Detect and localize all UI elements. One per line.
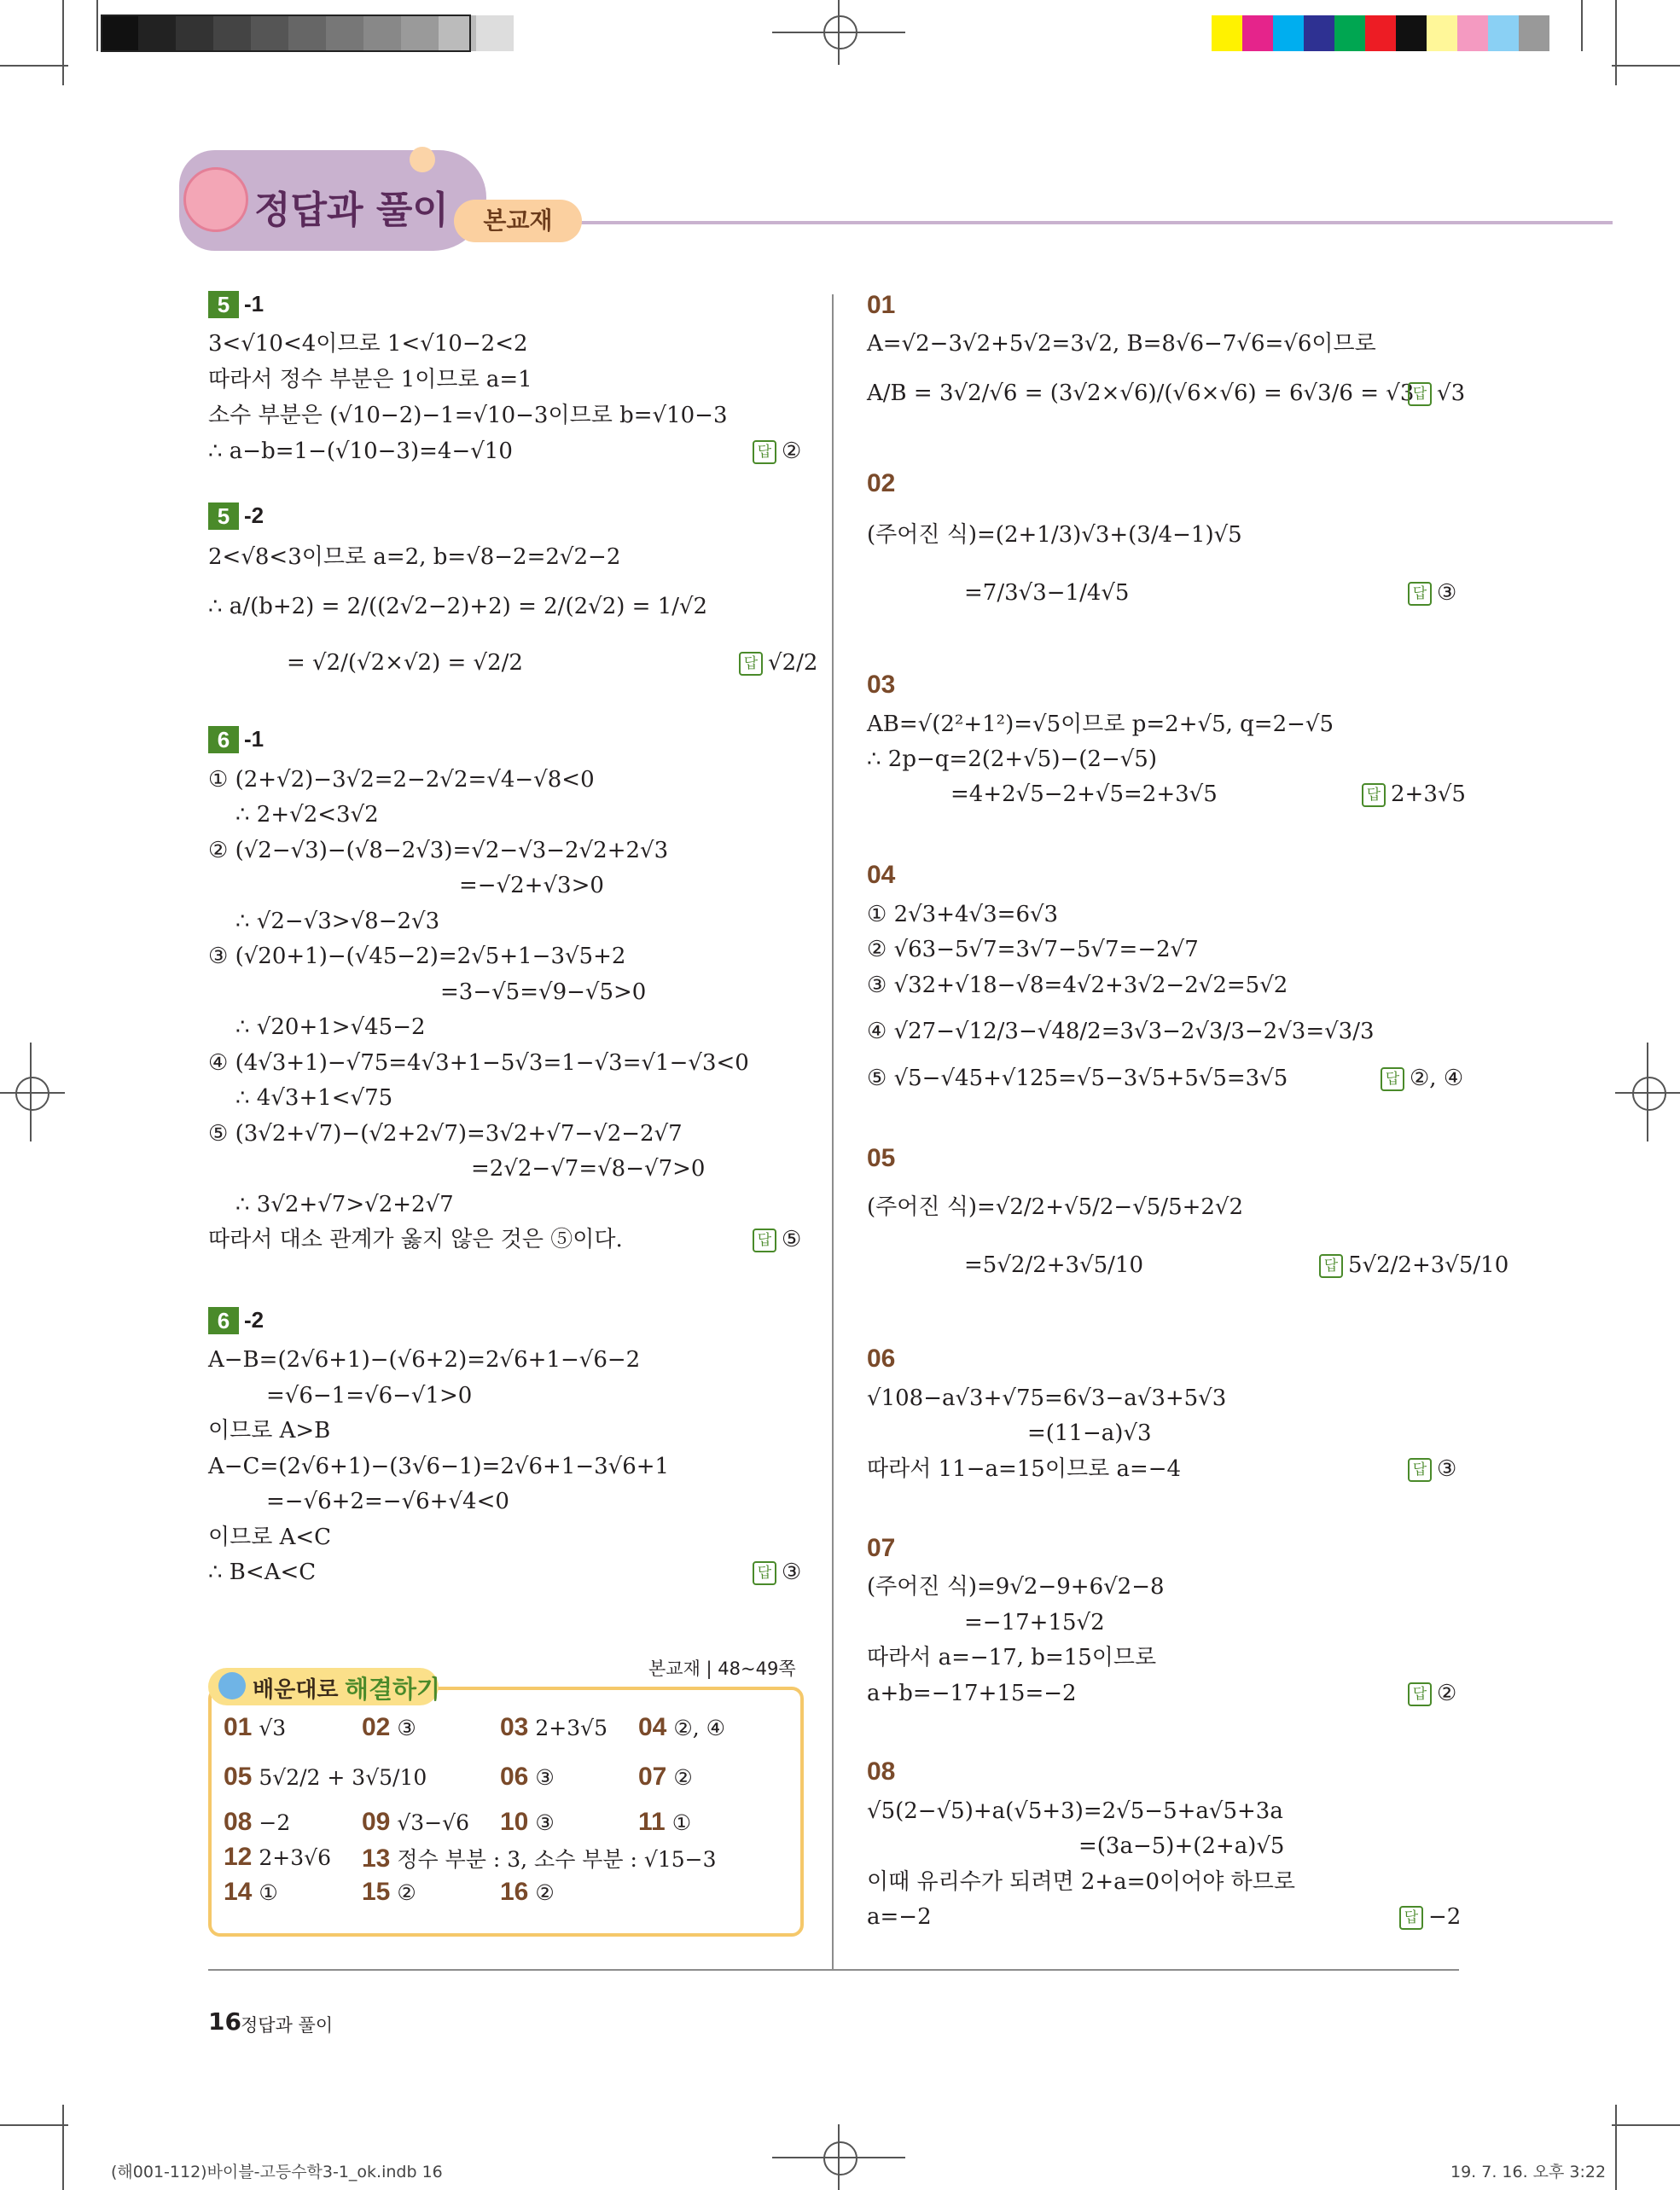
solution-line: A−C=(2√6+1)−(3√6−1)=2√6+1−3√6+1 <box>208 1454 670 1479</box>
solution-line: =7/3√3−1/4√5 <box>964 580 1130 606</box>
summary-item: 09 √3−√6 <box>362 1808 469 1836</box>
solution-line: A−B=(2√6+1)−(√6+2)=2√6+1−√6−2 <box>208 1347 641 1373</box>
solution-line: ④ √27−√12/3−√48/2=3√3−2√3/3−2√3=√3/3 <box>867 1019 1375 1044</box>
answer: 답 ③ <box>753 1558 801 1587</box>
solution-line: ∴ 4√3+1<√75 <box>235 1085 393 1111</box>
solution-line: =3−√5=√9−√5>0 <box>440 979 647 1005</box>
answer: 답 √2/2 <box>739 648 817 677</box>
solution-line: √5(2−√5)+a(√5+3)=2√5−5+a√5+3a <box>867 1798 1283 1824</box>
summary-item: 10 ③ <box>500 1808 555 1836</box>
solution-line: ④ (4√3+1)−√75=4√3+1−5√3=1−√3=√1−√3<0 <box>208 1050 749 1076</box>
summary-item: 16 ② <box>500 1878 555 1906</box>
file-info: (해001-112)바이블-고등수학3-1_ok.indb 16 <box>111 2163 443 2181</box>
question-number: 01 <box>867 291 896 319</box>
solution-line: A=√2−3√2+5√2=3√2, B=8√6−7√6=√6이므로 <box>867 331 1376 357</box>
solution-line: A/B = 3√2/√6 = (3√2×√6)/(√6×√6) = 6√3/6 = √3 <box>867 380 1415 406</box>
answer-tag-icon: 답 <box>1408 382 1432 406</box>
solution-line: ∴ 2p−q=2(2+√5)−(2−√5) <box>867 746 1157 772</box>
tab-main-textbook: 본교재 <box>454 200 582 242</box>
solution-line: ⑤ (3√2+√7)−(√2+2√7)=3√2+√7−√2−2√7 <box>208 1121 683 1147</box>
solution-line: = √2/(√2×√2) = √2/2 <box>287 650 523 676</box>
summary-item: 03 2+3√5 <box>500 1713 607 1741</box>
page-number: 16 <box>208 2007 241 2036</box>
solution-line: 이므로 A<C <box>208 1525 332 1550</box>
summary-item: 15 ② <box>362 1878 416 1906</box>
answer: 답 ② <box>753 437 801 466</box>
problem-sub: -1 <box>244 291 264 317</box>
solution-line: =−√2+√3>0 <box>459 873 604 898</box>
answer-tag-icon: 답 <box>753 1229 776 1252</box>
solution-line: =√6−1=√6−√1>0 <box>266 1383 473 1409</box>
solution-line: 따라서 a=−17, b=15이므로 <box>867 1645 1157 1670</box>
summary-item: 08 −2 <box>224 1808 291 1836</box>
question-number: 06 <box>867 1345 896 1373</box>
solution-line: (주어진 식)=(2+1/3)√3+(3/4−1)√5 <box>867 522 1242 548</box>
solution-line: 2<√8<3이므로 a=2, b=√8−2=2√2−2 <box>208 544 621 570</box>
solution-line: ∴ B<A<C <box>208 1560 317 1585</box>
solution-line: a+b=−17+15=−2 <box>867 1681 1077 1706</box>
problem-badge: 5 <box>208 291 239 318</box>
summary-item: 05 5√2/2 + 3√5/10 <box>224 1763 427 1791</box>
page-label: 정답과 풀이 <box>241 2015 334 2036</box>
answer: 답 ⑤ <box>753 1225 801 1254</box>
summary-item: 13 정수 부분 : 3, 소수 부분 : √15−3 <box>362 1844 717 1873</box>
answer-tag-icon: 답 <box>1381 1067 1404 1091</box>
solution-line: =−√6+2=−√6+√4<0 <box>266 1489 509 1514</box>
solution-line: ∴ a/(b+2) = 2/((2√2−2)+2) = 2/(2√2) = 1/√2 <box>208 594 708 619</box>
answer: 답 ③ <box>1408 1455 1456 1484</box>
problem-sub: -2 <box>244 1307 264 1333</box>
answer: 답 ②, ④ <box>1381 1064 1463 1093</box>
question-number: 03 <box>867 671 896 699</box>
answer: 답 ② <box>1408 1679 1456 1708</box>
whale-icon <box>218 1672 246 1699</box>
answer-tag-icon: 답 <box>753 440 776 464</box>
summary-item: 07 ② <box>638 1763 693 1791</box>
solution-line: ③ (√20+1)−(√45−2)=2√5+1−3√5+2 <box>208 944 626 969</box>
answer-tag-icon: 답 <box>1408 1458 1432 1482</box>
column-divider <box>832 294 834 1971</box>
mascot-icon <box>183 167 248 232</box>
problem-badge: 6 <box>208 1307 239 1334</box>
answer-tag-icon: 답 <box>739 652 763 676</box>
answer-tag-icon: 답 <box>1362 783 1386 807</box>
summary-item: 11 ① <box>638 1808 692 1836</box>
summary-item: 14 ① <box>224 1878 278 1906</box>
answer-tag-icon: 답 <box>1408 1682 1432 1706</box>
solution-line: ② √63−5√7=3√7−5√7=−2√7 <box>867 937 1199 962</box>
solution-line: 3<√10<4이므로 1<√10−2<2 <box>208 331 528 357</box>
textbook-page-ref: 본교재 | 48~49쪽 <box>648 1658 796 1679</box>
question-number: 08 <box>867 1757 896 1786</box>
summary-item: 04 ②, ④ <box>638 1713 726 1741</box>
answer: 답 ③ <box>1408 578 1456 607</box>
solution-line: (주어진 식)=9√2−9+6√2−8 <box>867 1574 1165 1600</box>
question-number: 04 <box>867 861 896 889</box>
solution-line: a=−2 <box>867 1904 932 1930</box>
solution-line: 따라서 정수 부분은 1이므로 a=1 <box>208 367 532 392</box>
answer-tag-icon: 답 <box>753 1561 776 1585</box>
question-number: 07 <box>867 1534 896 1562</box>
answer: 답 2+3√5 <box>1362 780 1466 809</box>
answer-tag-icon: 답 <box>1408 582 1432 606</box>
solution-line: 따라서 대소 관계가 옳지 않은 것은 ⑤이다. <box>208 1227 623 1252</box>
solution-line: =(11−a)√3 <box>1027 1420 1152 1446</box>
solution-line: 따라서 11−a=15이므로 a=−4 <box>867 1456 1182 1482</box>
solution-line: ① 2√3+4√3=6√3 <box>867 902 1059 927</box>
solution-line: ① (2+√2)−3√2=2−2√2=√4−√8<0 <box>208 767 595 793</box>
footer-rule <box>208 1969 1459 1971</box>
solution-line: ⑤ √5−√45+√125=√5−3√5+5√5=3√5 <box>867 1066 1288 1091</box>
solution-line: ∴ 3√2+√7>√2+2√7 <box>235 1192 454 1217</box>
question-number: 05 <box>867 1144 896 1172</box>
answer: 답 5√2/2+3√5/10 <box>1319 1251 1509 1280</box>
summary-title-a: 배운대로 <box>253 1677 339 1703</box>
problem-sub: -1 <box>244 726 264 752</box>
solution-line: =2√2−√7=√8−√7>0 <box>471 1156 706 1182</box>
summary-item: 06 ③ <box>500 1763 555 1791</box>
solution-line: =(3a−5)+(2+a)√5 <box>1078 1833 1285 1859</box>
solution-line: ∴ 2+√2<3√2 <box>235 802 379 828</box>
solution-line: AB=√(2²+1²)=√5이므로 p=2+√5, q=2−√5 <box>867 712 1334 737</box>
solution-line: ∴ √20+1>√45−2 <box>235 1014 426 1040</box>
solution-line: (주어진 식)=√2/2+√5/2−√5/5+2√2 <box>867 1194 1244 1220</box>
solution-line: 소수 부분은 (√10−2)−1=√10−3이므로 b=√10−3 <box>208 403 728 428</box>
answer: 답 √3 <box>1408 379 1465 408</box>
problem-sub: -2 <box>244 502 264 528</box>
solution-line: =4+2√5−2+√5=2+3√5 <box>950 781 1218 807</box>
solution-line: √108−a√3+√75=6√3−a√3+5√3 <box>867 1385 1227 1411</box>
answer-tag-icon: 답 <box>1319 1254 1343 1278</box>
answer: 답 −2 <box>1399 1902 1461 1931</box>
summary-title-b: 해결하기 <box>345 1675 441 1704</box>
solution-line: ∴ √2−√3>√8−2√3 <box>235 909 440 934</box>
solution-line: =5√2/2+3√5/10 <box>964 1252 1144 1278</box>
question-number: 02 <box>867 469 896 497</box>
answer-tag-icon: 답 <box>1399 1906 1423 1930</box>
page-title: 정답과 풀이 <box>254 189 449 232</box>
solution-line: ② (√2−√3)−(√8−2√3)=√2−√3−2√2+2√3 <box>208 838 669 863</box>
problem-badge: 6 <box>208 726 239 753</box>
solution-line: ∴ a−b=1−(√10−3)=4−√10 <box>208 439 513 464</box>
summary-item: 12 2+3√6 <box>224 1843 331 1871</box>
solution-line: =−17+15√2 <box>964 1610 1105 1635</box>
solution-line: 이때 유리수가 되려면 2+a=0이어야 하므로 <box>867 1869 1295 1895</box>
header-line <box>478 221 1613 224</box>
problem-badge: 5 <box>208 502 239 530</box>
summary-item: 01 √3 <box>224 1713 287 1741</box>
timestamp: 19. 7. 16. 오후 3:22 <box>1450 2163 1607 2181</box>
sparkle-icon <box>410 147 435 172</box>
summary-item: 02 ③ <box>362 1713 416 1741</box>
solution-line: ③ √32+√18−√8=4√2+3√2−2√2=5√2 <box>867 973 1288 998</box>
solution-line: 이므로 A>B <box>208 1418 331 1444</box>
